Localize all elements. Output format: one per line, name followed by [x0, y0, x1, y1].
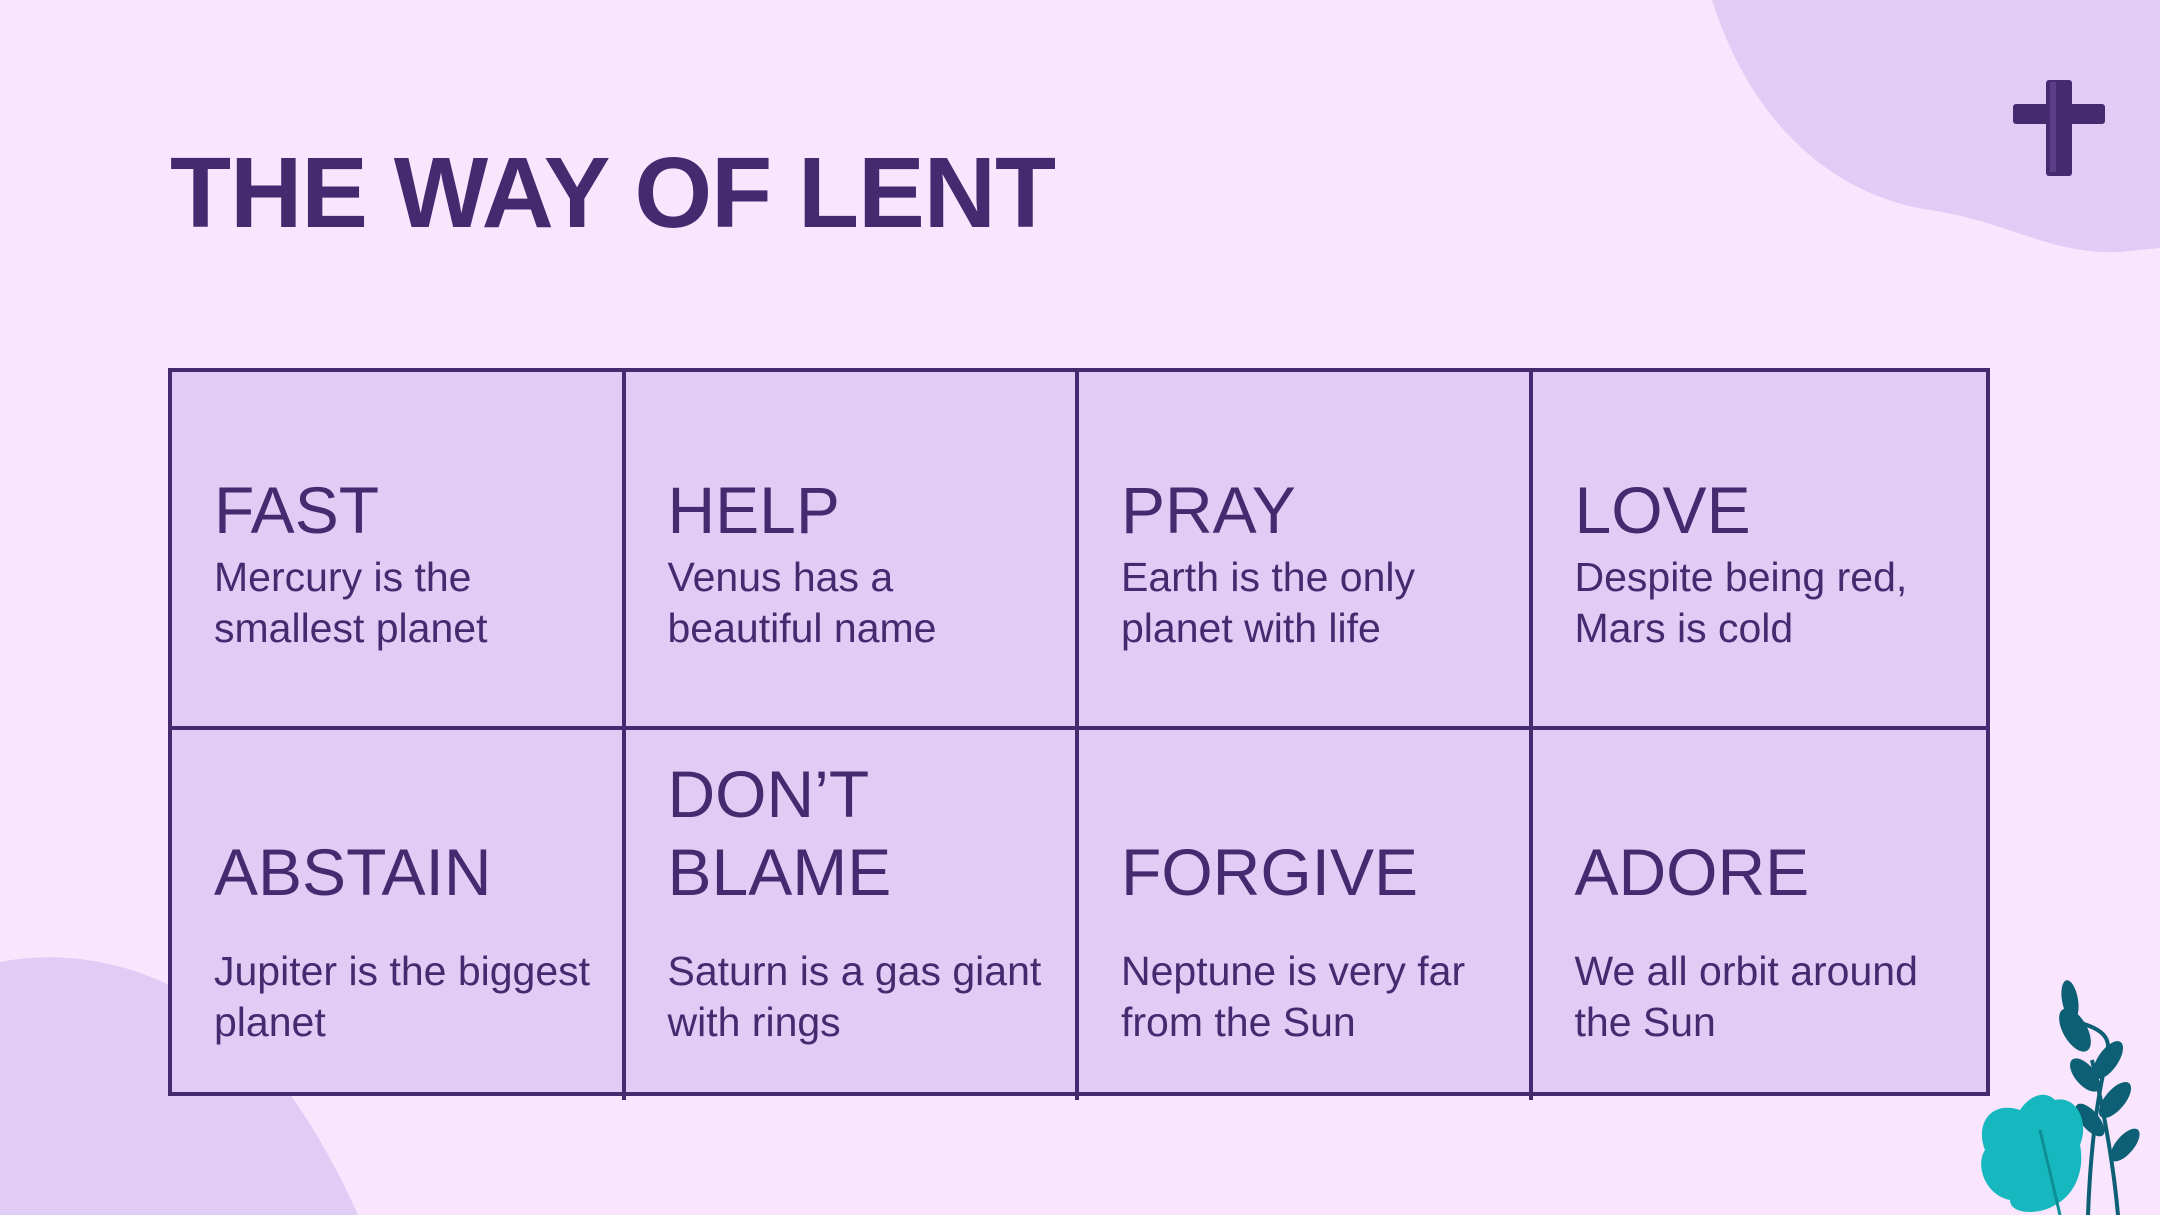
card-text: Neptune is very far from the Sun	[1121, 948, 1466, 1045]
card-help	[626, 372, 1080, 730]
card-heading: ADORE	[1574, 835, 1810, 910]
card-text: We all orbit around the Sun	[1574, 948, 1918, 1045]
card-abstain	[172, 730, 626, 1100]
card-dont-blame	[626, 730, 1080, 1100]
card-forgive	[1079, 730, 1533, 1100]
cards-grid	[168, 368, 1990, 1096]
card-heading: DON’T BLAME	[667, 757, 892, 910]
card-heading: FAST	[214, 473, 380, 548]
card-heading: FORGIVE	[1121, 835, 1419, 910]
card-text: Despite being red, Mars is cold	[1574, 554, 1908, 651]
card-heading: PRAY	[1121, 473, 1296, 548]
card-fast	[172, 372, 626, 730]
card-text: Mercury is the smallest planet	[214, 554, 488, 651]
card-adore	[1533, 730, 1987, 1100]
card-heading: HELP	[667, 473, 840, 548]
card-text: Jupiter is the biggest planet	[214, 948, 591, 1045]
top-right-blob	[1712, 0, 2160, 252]
page-title: THE WAY OF LENT	[170, 137, 1056, 249]
card-pray	[1079, 372, 1533, 730]
card-heading: LOVE	[1574, 473, 1751, 548]
card-text: Venus has a beautiful name	[667, 554, 937, 651]
card-text: Saturn is a gas giant with rings	[667, 948, 1042, 1045]
leaf-plant-icon	[1981, 979, 2145, 1215]
card-heading: ABSTAIN	[214, 835, 492, 910]
card-love	[1533, 372, 1987, 730]
card-text: Earth is the only planet with life	[1121, 554, 1415, 651]
